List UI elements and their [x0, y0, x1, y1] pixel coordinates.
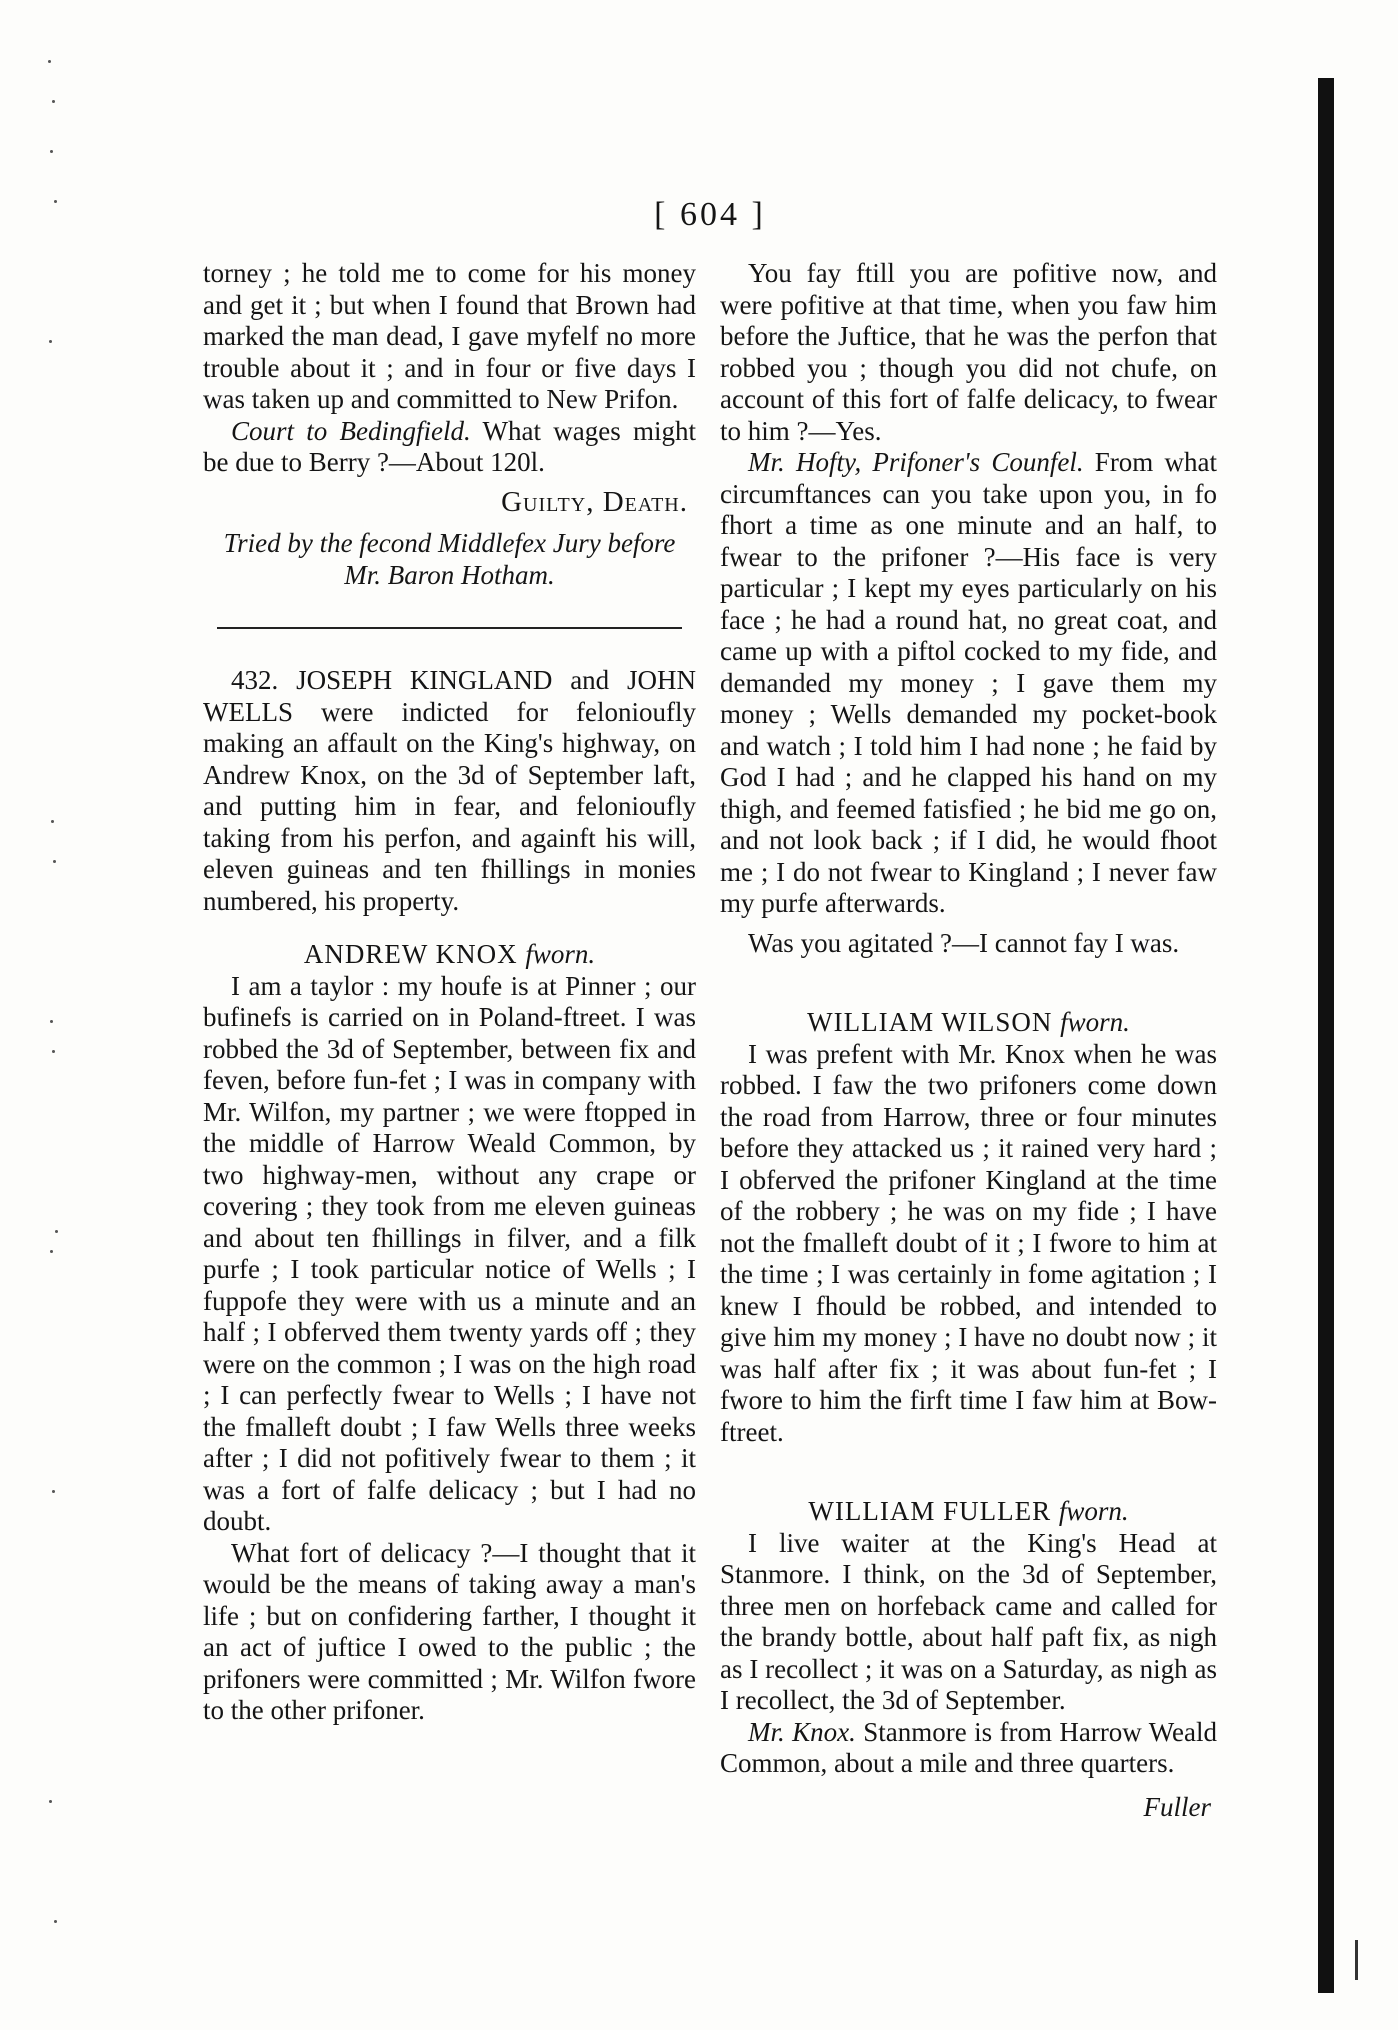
right-column	[720, 258, 1217, 1823]
page-number: [ 604 ]	[654, 196, 766, 233]
paragraph	[203, 416, 696, 479]
witness-heading	[720, 1007, 1217, 1039]
speaker-label: Mr. Hofty, Prifoner's Counfel.	[748, 447, 1084, 477]
paragraph: Was you agitated ?—I cannot fay I was.	[748, 927, 1180, 958]
paragraph: I was prefent with Mr. Knox when he was robbed. I faw the two prifoners come down the road from Harrow, three or four minutes before they attacked us ; it rained very hard ; I obferved the prifoner Kingland at the time of the robbery ; he was on my fide ; I have not the fmalleft doubt of it ; I fwore to him at the time ; I was certainly in fome agitation ; I knew I fhould be robbed, and intended to give him my money ; I have no doubt now ; it was half after fix ; it was about fun-fet ; I fwore to him the firft time I faw him at Bow-ftreet.	[720, 1038, 1217, 1447]
section-divider	[217, 627, 682, 629]
catchword: Fuller	[1143, 1791, 1211, 1822]
margin-specks	[40, 40, 70, 1990]
paragraph: I am a taylor : my houfe is at Pinner ; our bufinefs is carried on in Poland-ftreet. I was robbed the 3d of September, between fix and feven, before fun-fet ; I was in company with Mr. Wilfon, my partner ; we were ftopped in the middle of Harrow Weald Common, by two highway-men, without any crape or covering ; they took from me eleven guineas and about ten fhillings in filver, and a filk purfe ; I took particular notice of Wells ; I fuppofe they were with us a minute and an half ; I obferved them twenty yards off ; they were on the common ; I was on the high road ; I can perfectly fwear to Wells ; I have not the fmalleft doubt ; I faw Wells three weeks after ; I did not pofitively fwear to them ; it was a fort of falfe delicacy ; but I had no doubt.	[203, 970, 696, 1536]
witness-heading	[720, 1496, 1217, 1528]
spacer	[720, 959, 1217, 985]
speaker-label: Court to Bedingfield.	[231, 415, 471, 446]
sworn-label: fworn.	[1058, 1496, 1129, 1526]
speaker-label: Mr. Knox.	[748, 1716, 856, 1747]
paragraph	[720, 1717, 1217, 1780]
paragraph-text: What wages might be due to Berry ?—About 120l.	[203, 415, 696, 477]
paragraph: You fay ftill you are pofitive now, and were pofitive at that time, when you faw him before the Juftice, that he was the perfon that robbed you ; though you did not chufe, on account of this fort of falfe delicacy, to fwear to him ?—Yes.	[720, 258, 1217, 446]
witness-name: ANDREW KNOX	[303, 939, 526, 969]
binding-tick	[1355, 1940, 1358, 1980]
witness-heading	[203, 939, 696, 971]
paragraph-text: From what circumftances can you take upon you, in fo fhort a time as one minute and an half, to fwear to the prifoner ?—His face is very particular ; I kept my eyes particularly on his face ; he had a round hat, no great coat, and came up with a piftol cocked to my fide, and demanded my money ; I gave them my money ; Wells demanded my pocket-book and watch ; I told him I had none ; he faid by God I had ; and he clapped his hand on my thigh, and feemed fatisfied ; he bid me go on, and not look back ; if I did, he would fhoot me ; I do not fwear to Kingland ; I never faw my purfe afterwards.	[720, 447, 1217, 918]
paragraph: I live waiter at the King's Head at Stanmore. I think, on the 3d of September, three men on horfeback came and called for the brandy bottle, about half paft fix, as nigh as I recollect ; it was on a Saturday, as nigh as I recollect, the 3d of September.	[720, 1527, 1217, 1715]
sworn-label: fworn.	[1060, 1007, 1130, 1037]
verdict: Guilty, Death.	[501, 485, 688, 518]
paragraph-text: Stanmore is from Harrow Weald Common, about a mile and three quarters.	[720, 1716, 1217, 1778]
binding-edge	[1318, 78, 1334, 1993]
paragraph	[720, 447, 1217, 920]
paragraph: torney ; he told me to come for his money and get it ; but when I found that Brown had marked the man dead, I gave myfelf no more trouble about it ; and in four or five days I was taken up and committed to New Prifon.	[203, 258, 696, 414]
witness-name: WILLIAM WILSON	[807, 1007, 1061, 1037]
sworn-label: fworn.	[525, 939, 596, 969]
left-column	[203, 258, 696, 1727]
witness-name: WILLIAM FULLER	[808, 1496, 1059, 1526]
trial-note: Tried by the fecond Middlefex Jury before Mr. Baron Hotham.	[223, 528, 676, 590]
paragraph: What fort of delicacy ?—I thought that it would be the means of taking away a man's life ; but on confidering farther, I thought it an act of juftice I owed to the public ; the prifoners were committed ; Mr. Wilfon fwore to the other prifoner.	[203, 1537, 696, 1725]
spacer	[720, 1448, 1217, 1474]
indictment-paragraph: 432. JOSEPH KINGLAND and JOHN WELLS were indicted for felonioufly making an affault on the King's highway, on Andrew Knox, on the 3d of September laft, and putting him in fear, and felonioufly taking from his perfon, and againft his will, eleven guineas and ten fhillings in monies numbered, his property.	[203, 665, 696, 916]
